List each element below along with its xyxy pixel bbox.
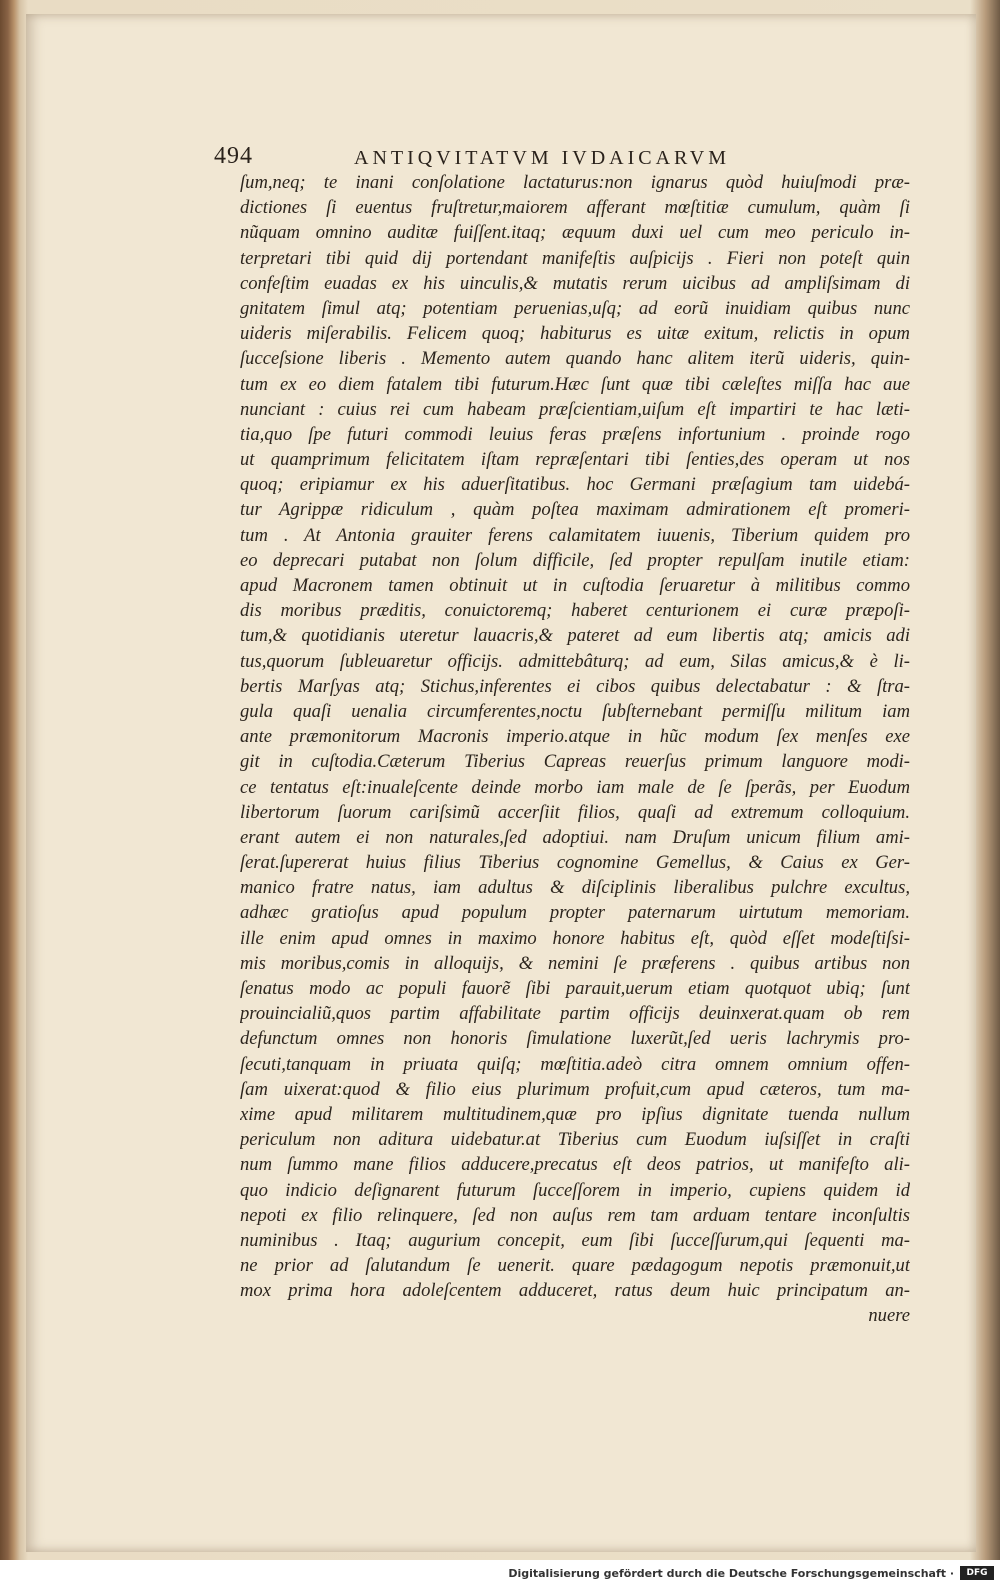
text-line: bertis Marſyas atq; Stichus,inferentes ei cibos quibus delectabatur : & ſtra- <box>240 675 910 697</box>
text-line: tum,& quotidianis uteretur lauacris,& pateret ad eum libertis atq; amicis adi <box>240 625 910 647</box>
text-line: uideris miſerabilis. Felicem quoq; habiturus es uitæ exitum, relictis in opum <box>240 323 910 345</box>
text-line: terpretari tibi quid dij portendant manifeſtis auſpicijs . Fieri non poteſt quin <box>240 247 910 269</box>
body-text <box>240 170 910 1329</box>
text-line: quoq; eripiamur ex his aduerſitatibus. hoc Germani præſagium tam uidebá- <box>240 474 910 496</box>
text-line: prouincialiũ,quos partim affabilitate partim officijs deuinxerat.quam ob rem <box>240 1003 910 1025</box>
text-line: gnitatem ſimul atq; potentiam peruenias,uſq; ad eorũ inuidiam quibus nunc <box>240 297 910 319</box>
text-line: gula quaſi uenalia circumferentes,noctu ſubſternebant permiſſu militum iam <box>240 700 910 722</box>
text-line: periculum non aditura uidebatur.at Tiberius cum Euodum iuſsiſſet in craſti <box>240 1129 910 1151</box>
text-line: tus,quorum ſubleuaretur officijs. admittebâturq; ad eum, Silas amicus,& è li- <box>240 650 910 672</box>
text-line: xime apud militarem multitudinem,quæ pro ipſius dignitate tuenda nullum <box>240 1103 910 1125</box>
text-line: tum . At Antonia grauiter ferens calamitatem iuuenis, Tiberium quidem pro <box>240 524 910 546</box>
text-line: ſerat.ſupererat huius filius Tiberius cognomine Gemellus, & Caius ex Ger- <box>240 852 910 874</box>
text-line: ne prior ad ſalutandum ſe uenerit. quare pædagogum nepotis præmonuit,ut <box>240 1255 910 1277</box>
text-line: manico fratre natus, iam adultus & diſciplinis liberalibus pulchre excultus, <box>240 877 910 899</box>
running-title: ANTIQVITATVM IVDAICARVM <box>354 147 730 169</box>
text-line: ce tentatus eſt:inualeſcente deinde morbo iam male de ſe ſperãs, per Euodum <box>240 776 910 798</box>
text-line: ſum,neq; te inani conſolatione lactaturus:non ignarus quòd huiuſmodi præ- <box>240 172 910 193</box>
dfg-logo-icon: DFG <box>960 1566 994 1580</box>
text-line: ſam uixerat:quod & filio eius plurimum profuit,cum apud cæteros, tum ma- <box>240 1078 910 1100</box>
text-line: tur Agrippæ ridiculum , quàm poſtea maximam admirationem eſt promeri- <box>240 499 910 521</box>
text-line: quo indicio deſignarent futurum ſucceſſorem in imperio, cupiens quidem id <box>240 1179 910 1201</box>
text-line: nunciant : cuius rei cum habeam præſcientiam,uiſum eſt impartiri te hac læti- <box>240 398 910 420</box>
text-line: dis moribus præditis, conuictoremq; haberet centurionem ei curæ præpoſi- <box>240 600 910 622</box>
text-line: apud Macronem tamen obtinuit ut in cuſtodia ſeruaretur à militibus commo <box>240 575 910 596</box>
text-line: mis moribus,comis in alloquijs, & nemini ſe præferens . quibus artibus non <box>240 952 910 974</box>
text-line: erant autem ei non naturales,ſed adoptiui. nam Druſum unicum filium ami- <box>240 826 910 848</box>
text-line: ſucceſsione liberis . Memento autem quando hanc alitem iterũ uideris, quin- <box>240 348 910 370</box>
text-line: ſecuti,tanquam in priuata quiſq; mœſtitia.adeò citra omnem omnium offen- <box>240 1053 910 1075</box>
text-line: ſenatus modo ac populi fauorẽ ſibi parauit,uerum etiam quotquot ubiq; ſunt <box>240 978 910 999</box>
text-line: eo deprecari putabat non ſolum difficile, ſed propter repulſam inutile etiam: <box>240 549 910 571</box>
text-line: nũquam omnino auditæ fuiſſent.itaq; æquum duxi uel cum meo periculo in- <box>240 222 910 244</box>
footer <box>0 1560 1000 1584</box>
text-line: defunctum omnes non honoris ſimulatione luxerũt,ſed ueris lachrymis pro- <box>240 1028 910 1050</box>
text-line: confeſtim euadas ex his uinculis,& mutatis rerum uicibus ad ampliſsimam di <box>240 272 910 294</box>
page-header <box>214 135 794 175</box>
text-line: ante præmonitorum Macronis imperio.atque in hũc modum ſex menſes exe <box>240 726 910 748</box>
text-line: adhæc gratioſus apud populum propter paternarum uirtutum memoriam. <box>240 902 910 924</box>
text-line: libertorum ſuorum cariſsimũ accerſiit filios, quaſi ad extremum colloquium. <box>240 801 910 823</box>
text-line: tum ex eo diem fatalem tibi futurum.Hæc ſunt quæ tibi cæleſtes miſſa hac aue <box>240 373 910 395</box>
funding-notice: Digitalisierung gefördert durch die Deutsche Forschungsgemeinschaft · <box>508 1567 954 1580</box>
page-number: 494 <box>214 143 253 169</box>
text-line: ille enim apud omnes in maximo honore habitus eſt, quòd eſſet modeſtiſsi- <box>240 927 910 949</box>
text-line: nuere <box>868 1305 910 1327</box>
text-line: git in cuſtodia.Cæterum Tiberius Capreas reuerſus primum languore modi- <box>240 751 910 773</box>
text-line: nepoti ex filio relinquere, ſed non auſus rem tam arduam tentare inconſultis <box>240 1204 910 1226</box>
text-line: tia,quo ſpe futuri commodi leuius feras præſens infortunium . proinde rogo <box>240 423 910 445</box>
text-line: dictiones ſi euentus fruſtretur,maiorem afferant mœſtitiæ cumulum, quàm ſi <box>240 197 910 219</box>
text-line: num ſummo mane filios adducere,precatus eſt deos patrios, ut manifeſto ali- <box>240 1154 910 1176</box>
text-line: numinibus . Itaq; augurium concepit, eum ſibi ſucceſſurum,qui ſequenti ma- <box>240 1229 910 1251</box>
text-line: ut quamprimum felicitatem iſtam repræſentari tibi ſenties,des operam ut nos <box>240 449 910 471</box>
text-line: mox prima hora adoleſcentem adduceret, ratus deum huic principatum an- <box>240 1280 910 1302</box>
